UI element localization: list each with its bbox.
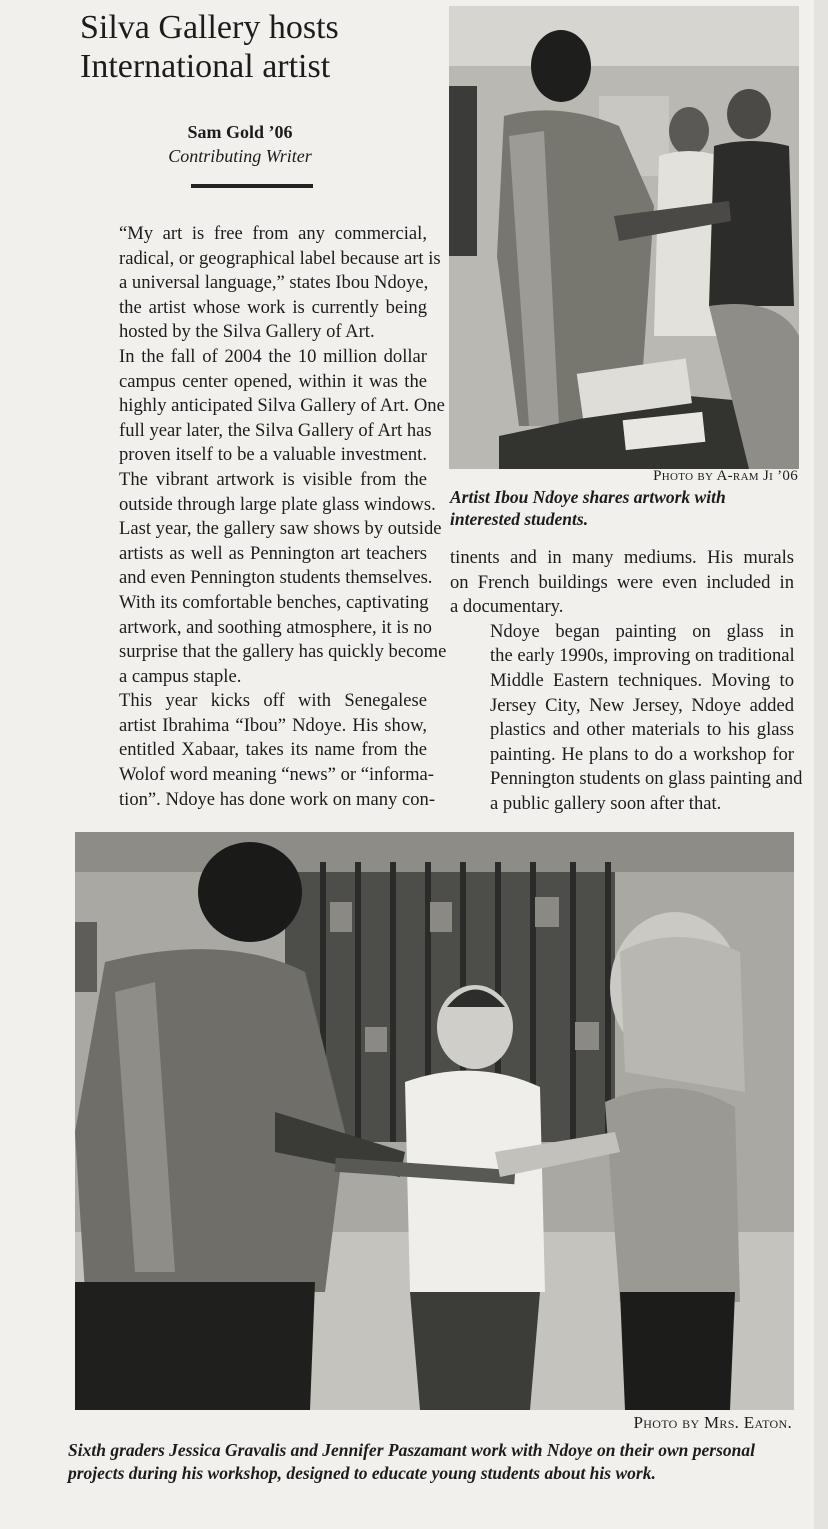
photo-artist-with-students-image (449, 6, 799, 469)
text-line: This year kicks off with Senegalese (119, 690, 427, 712)
text-line: plastics and other materials to his glass (490, 719, 794, 741)
page-edge (814, 0, 828, 1529)
article-column-2 (450, 546, 803, 817)
byline-rule (191, 184, 313, 188)
text-line: artist Ibrahima “Ibou” Ndoye. His show, (119, 714, 427, 736)
photo-workshop-image (75, 832, 794, 1410)
photo-workshop (75, 832, 794, 1410)
text-line: the artist whose work is currently being (119, 296, 427, 318)
text-line: and even Pennington students themselves. (119, 567, 433, 589)
text-line: Wolof word meaning “news” or “informa- (119, 764, 435, 786)
text-line: proven itself to be a valuable investment. (119, 444, 427, 466)
text-line: Ndoye began painting on glass in (490, 620, 794, 642)
text-line: artists as well as Pennington art teachers (119, 542, 427, 564)
photo2-credit: Photo by Mrs. Eaton. (633, 1413, 792, 1432)
article-headline: Silva Gallery hosts International artist (80, 9, 339, 85)
paragraph (79, 689, 436, 812)
text-line: on French buildings were even included in (450, 571, 794, 593)
text-line: radical, or geographical label because art is (119, 247, 441, 269)
paragraph (450, 546, 794, 620)
text-line: entitled Xabaar, takes its name from the (119, 739, 427, 761)
text-line: a documentary. (450, 596, 564, 618)
text-line: tinents and in many mediums. His murals (450, 547, 794, 568)
text-line: painting. He plans to do a workshop for (490, 743, 794, 765)
text-line: artwork, and soothing atmosphere, it is no (119, 616, 432, 638)
byline-author: Sam Gold ’06 (187, 122, 293, 142)
byline-role: Contributing Writer (168, 146, 312, 166)
text-line: In the fall of 2004 the 10 million dollar (119, 345, 427, 367)
text-line: a universal language,” states Ibou Ndoye, (119, 272, 429, 294)
text-line: full year later, the Silva Gallery of Art has (119, 419, 432, 441)
text-line: surprise that the gallery has quickly become (119, 641, 447, 663)
text-line: Jersey City, New Jersey, Ndoye added (490, 694, 794, 716)
text-line: outside through large plate glass windows. (119, 493, 436, 515)
photo1-credit: Photo by A-ram Ji ’06 (653, 468, 798, 484)
paragraph (79, 345, 447, 689)
photo2-caption: Sixth graders Jessica Gravalis and Jennifer Paszamant work with Ndoye on their own personal projects during his workshop, designed to educate young students about his work. (68, 1440, 755, 1483)
text-line: The vibrant artwork is visible from the (119, 468, 427, 490)
paragraph (450, 620, 803, 817)
text-line: With its comfortable benches, captivating (119, 591, 429, 613)
text-line: hosted by the Silva Gallery of Art. (119, 321, 375, 343)
text-line: a campus staple. (119, 665, 242, 687)
text-line: tion”. Ndoye has done work on many con- (119, 788, 436, 810)
photo1-caption: Artist Ibou Ndoye shares artwork with interested students. (450, 487, 726, 529)
paragraph (79, 222, 441, 345)
text-line: highly anticipated Silva Gallery of Art. One (119, 395, 445, 417)
text-line: the early 1990s, improving on traditional (490, 645, 795, 667)
text-line: “My art is free from any commercial, (119, 223, 427, 244)
text-line: Pennington students on glass painting and (490, 768, 803, 790)
text-line: campus center opened, within it was the (119, 370, 427, 392)
article-column-1 (79, 222, 447, 812)
text-line: Middle Eastern techniques. Moving to (490, 669, 794, 691)
text-line: Last year, the gallery saw shows by outside (119, 518, 442, 540)
photo-artist-with-students (449, 6, 799, 469)
text-line: a public gallery soon after that. (490, 792, 722, 814)
